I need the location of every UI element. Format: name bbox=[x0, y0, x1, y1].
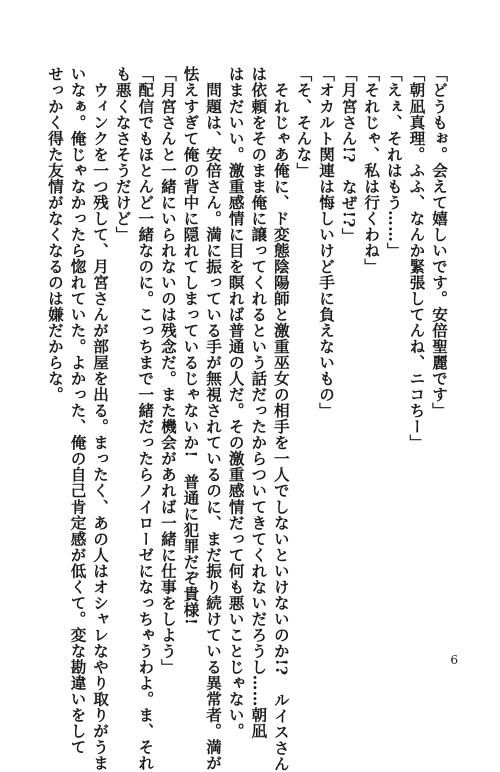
text-line: 「配信でもほとんど一緒なのに。こっちまで一緒だったらノイローゼになっちゃうわよ。ま、それ bbox=[136, 66, 156, 771]
text-line: ウィンクを一つ残して、月宮さんが部屋を出る。まったく、あの人はオシャレなやり取りがうま bbox=[91, 66, 111, 771]
text-line: 「どうもぉ。会えて嬉しいです。安倍聖麗です」 bbox=[430, 66, 449, 419]
text-line: も悪くなさそうだけど」 bbox=[113, 66, 133, 243]
text-line: せっかく得た友情がなくなるのは嫌だからな。 bbox=[45, 66, 65, 403]
text-line: いなぁ。俺じゃなかったら惚れていた。よかった、俺の自己肯定感が低くて。変な勘違いをして bbox=[68, 66, 88, 755]
text-line: 「そ、そんな」 bbox=[294, 66, 314, 179]
text-line: 怯えすぎて俺の背中に隠れてしまっているじゃないか! 普通に犯罪だぞ貴様! bbox=[181, 66, 201, 626]
text-line: それじゃあ俺に、ド変態陰陽師と激重巫女の相手を一人でしないといけないのか!? ルイスさん bbox=[271, 66, 291, 772]
text-line: 「朝凪真理。ふふ、なんか緊張してんね、ニコちー」 bbox=[407, 66, 427, 451]
text-line: は依頼をそのまま俺に譲ってくれるという話だったからついてきてくれないだろうし……朝凪 bbox=[249, 66, 269, 739]
text-line: 「月宮さんと一緒にいられないのは残念だ。また機会があれば一緒に仕事をしよう」 bbox=[158, 66, 178, 675]
text-line: 「月宮さん!? なぜ!?」 bbox=[339, 66, 359, 244]
text-line: はまだいい。激重感情に目を瞑れば普通の人だ。その激重感情だって何も悪いことじゃない。 bbox=[226, 66, 246, 739]
body-text bbox=[43, 66, 450, 772]
text-line: 「それじゃ、私は行くわね」 bbox=[362, 66, 382, 275]
text-line: 問題は、安倍さん。満に振っている手が無視されているのに、まだ振り続けている異常者。満が bbox=[204, 66, 224, 771]
page-number: 6 bbox=[450, 653, 458, 667]
text-line: 「えぇ、それはもう……」 bbox=[384, 66, 404, 259]
text-line: 「オカルト関連は悔しいけど手に負えないもの」 bbox=[317, 66, 337, 419]
